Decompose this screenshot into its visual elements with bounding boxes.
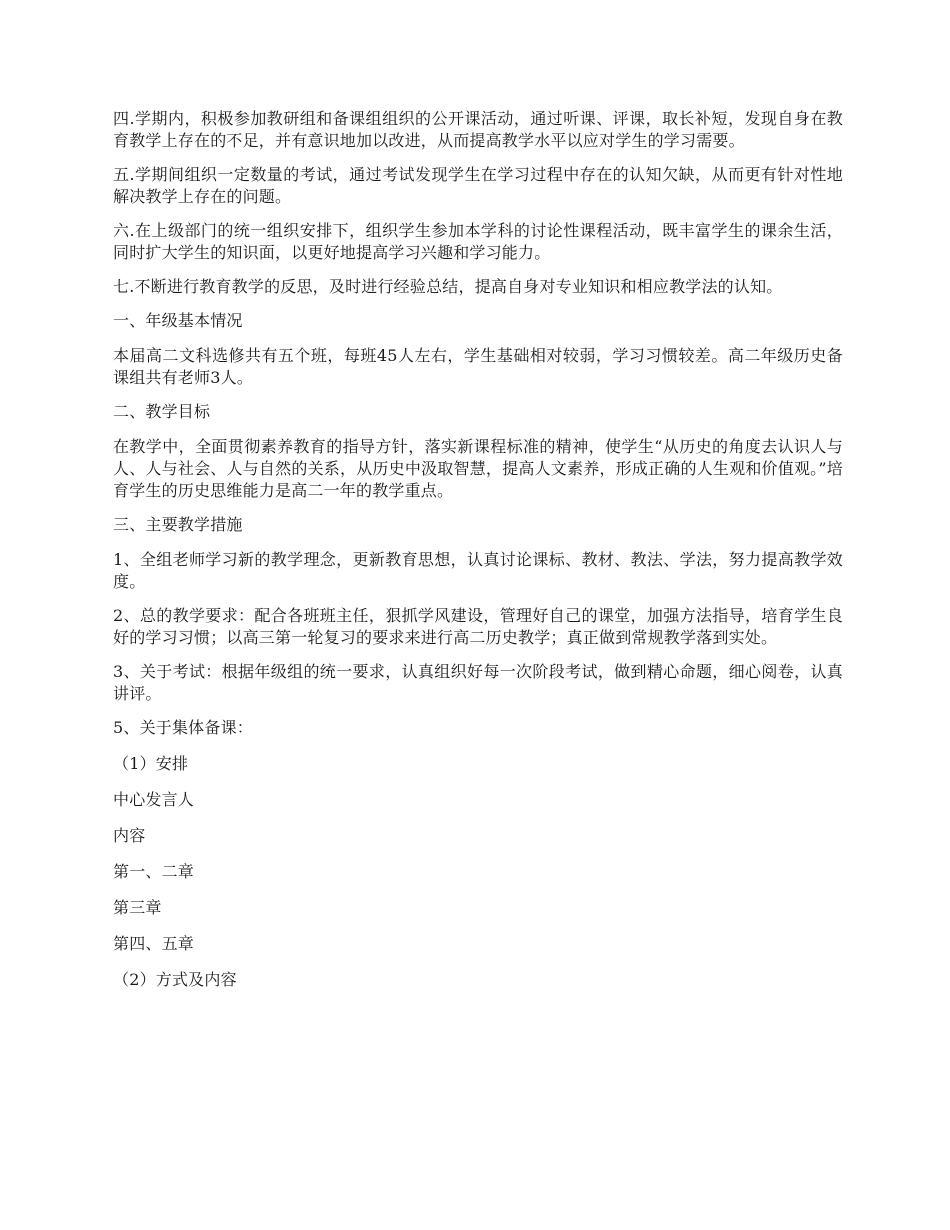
- paragraph-measure-2: 2、总的教学要求：配合各班班主任，狠抓学风建设，管理好自己的课堂，加强方法指导，培育学生良好的学习习惯；以高三第一轮复习的要求来进行高二历史教学；真正做到常规教学落到实处。: [113, 606, 843, 647]
- label-content: 内容: [113, 826, 146, 845]
- section-heading-grade-info: 一、年级基本情况: [113, 311, 243, 330]
- section-heading-main-measures: 三、主要教学措施: [113, 515, 243, 534]
- chapter-item-1-2: 第一、二章: [113, 862, 195, 881]
- paragraph-measure-1: 1、全组老师学习新的教学理念，更新教育思想，认真讨论课标、教材、教法、学法，努力提高教学效度。: [113, 550, 843, 591]
- paragraph-item-7: 七.不断进行教育教学的反思，及时进行经验总结，提高自身对专业知识和相应教学法的认知。: [113, 277, 783, 296]
- section-heading-teaching-goals: 二、教学目标: [113, 402, 211, 421]
- document-page: [113, 108, 843, 1005]
- subheading-method-content: （2）方式及内容: [113, 970, 237, 989]
- paragraph-item-5: 五.学期间组织一定数量的考试，通过考试发现学生在学习过程中存在的认知欠缺，从而更有针对性地解决教学上存在的问题。: [113, 165, 843, 206]
- paragraph-teaching-goals: 在教学中，全面贯彻素养教育的指导方针，落实新课程标准的精神，使学生“从历史的角度去认识人与人、人与社会、人与自然的关系，从历史中汲取智慧，提高人文素养，形成正确的人生观和价值观。”培育学生的历史思维能力是高二一年的教学重点。: [113, 437, 843, 500]
- paragraph-measure-5: 5、关于集体备课：: [113, 718, 253, 737]
- chapter-item-4-5: 第四、五章: [113, 934, 195, 953]
- chapter-item-3: 第三章: [113, 898, 162, 917]
- subheading-arrangement: （1）安排: [113, 754, 189, 773]
- paragraph-grade-info: 本届高二文科选修共有五个班，每班45人左右，学生基础相对较弱，学习习惯较差。高二年级历史备课组共有老师3人。: [113, 346, 843, 387]
- label-central-speaker: 中心发言人: [113, 790, 195, 809]
- paragraph-item-4: 四.学期内，积极参加教研组和备课组组织的公开课活动，通过听课、评课，取长补短，发现自身在教育教学上存在的不足，并有意识地加以改进，从而提高教学水平以应对学生的学习需要。: [113, 109, 843, 150]
- paragraph-item-6: 六.在上级部门的统一组织安排下，组织学生参加本学科的讨论性课程活动，既丰富学生的课余生活，同时扩大学生的知识面，以更好地提高学习兴趣和学习能力。: [113, 221, 843, 262]
- paragraph-measure-3: 3、关于考试：根据年级组的统一要求，认真组织好每一次阶段考试，做到精心命题，细心阅卷，认真讲评。: [113, 662, 843, 703]
